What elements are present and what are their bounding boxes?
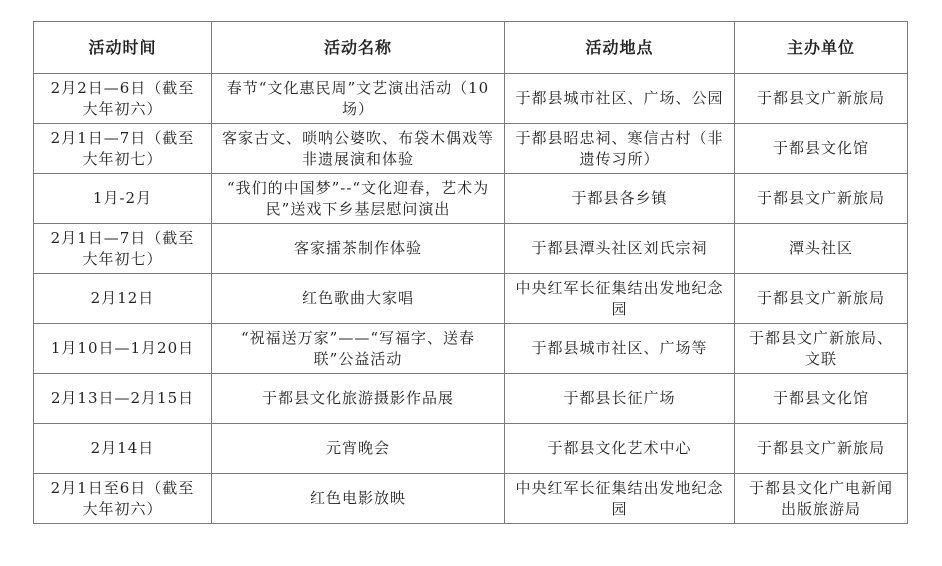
cell-activity-name: 春节“文化惠民周”文艺演出活动（10场） <box>212 74 505 124</box>
cell-activity-time: 2月1日—7日（截至大年初七） <box>34 224 212 274</box>
table-row <box>34 374 908 424</box>
table-row <box>34 124 908 174</box>
header-activity-time: 活动时间 <box>34 22 212 74</box>
cell-activity-name: 红色电影放映 <box>212 474 505 524</box>
cell-activity-location: 于都县各乡镇 <box>505 174 735 224</box>
cell-activity-time: 2月1日至6日（截至大年初六） <box>34 474 212 524</box>
table-header-row <box>34 22 908 74</box>
table-row <box>34 324 908 374</box>
cell-organizer: 潭头社区 <box>735 224 908 274</box>
cell-organizer: 于都县文化广电新闻出版旅游局 <box>735 474 908 524</box>
cell-activity-time: 2月12日 <box>34 274 212 324</box>
cell-activity-time: 2月1日—7日（截至大年初七） <box>34 124 212 174</box>
cell-activity-time: 2月13日—2月15日 <box>34 374 212 424</box>
activity-schedule-table <box>33 21 908 524</box>
header-activity-location: 活动地点 <box>505 22 735 74</box>
table-row <box>34 174 908 224</box>
cell-activity-name: “我们的中国梦”--“文化迎春，艺术为民”送戏下乡基层慰问演出 <box>212 174 505 224</box>
cell-activity-location: 于都县文化艺术中心 <box>505 424 735 474</box>
cell-organizer: 于都县文广新旅局 <box>735 174 908 224</box>
table-row <box>34 74 908 124</box>
cell-organizer: 于都县文化馆 <box>735 374 908 424</box>
cell-organizer: 于都县文广新旅局 <box>735 74 908 124</box>
header-organizer: 主办单位 <box>735 22 908 74</box>
cell-activity-time: 1月10日—1月20日 <box>34 324 212 374</box>
cell-activity-time: 2月2日—6日（截至大年初六） <box>34 74 212 124</box>
cell-activity-location: 于都县城市社区、广场等 <box>505 324 735 374</box>
cell-organizer: 于都县文广新旅局 <box>735 424 908 474</box>
cell-activity-name: 元宵晚会 <box>212 424 505 474</box>
cell-activity-name: 红色歌曲大家唱 <box>212 274 505 324</box>
cell-activity-name: 客家擂茶制作体验 <box>212 224 505 274</box>
cell-activity-location: 于都县昭忠祠、寒信古村（非遗传习所） <box>505 124 735 174</box>
cell-activity-location: 中央红军长征集结出发地纪念园 <box>505 274 735 324</box>
table-row <box>34 474 908 524</box>
cell-organizer: 于都县文广新旅局、文联 <box>735 324 908 374</box>
cell-activity-name: 客家古文、唢呐公婆吹、布袋木偶戏等非遗展演和体验 <box>212 124 505 174</box>
table-row <box>34 224 908 274</box>
cell-activity-location: 于都县长征广场 <box>505 374 735 424</box>
cell-organizer: 于都县文广新旅局 <box>735 274 908 324</box>
cell-activity-location: 于都县潭头社区刘氏宗祠 <box>505 224 735 274</box>
cell-activity-location: 于都县城市社区、广场、公园 <box>505 74 735 124</box>
cell-activity-location: 中央红军长征集结出发地纪念园 <box>505 474 735 524</box>
cell-activity-name: 于都县文化旅游摄影作品展 <box>212 374 505 424</box>
cell-activity-name: “祝福送万家”——“写福字、送春联”公益活动 <box>212 324 505 374</box>
header-activity-name: 活动名称 <box>212 22 505 74</box>
table-body <box>34 74 908 524</box>
cell-activity-time: 2月14日 <box>34 424 212 474</box>
table-row <box>34 424 908 474</box>
cell-activity-time: 1月-2月 <box>34 174 212 224</box>
table-row <box>34 274 908 324</box>
cell-organizer: 于都县文化馆 <box>735 124 908 174</box>
